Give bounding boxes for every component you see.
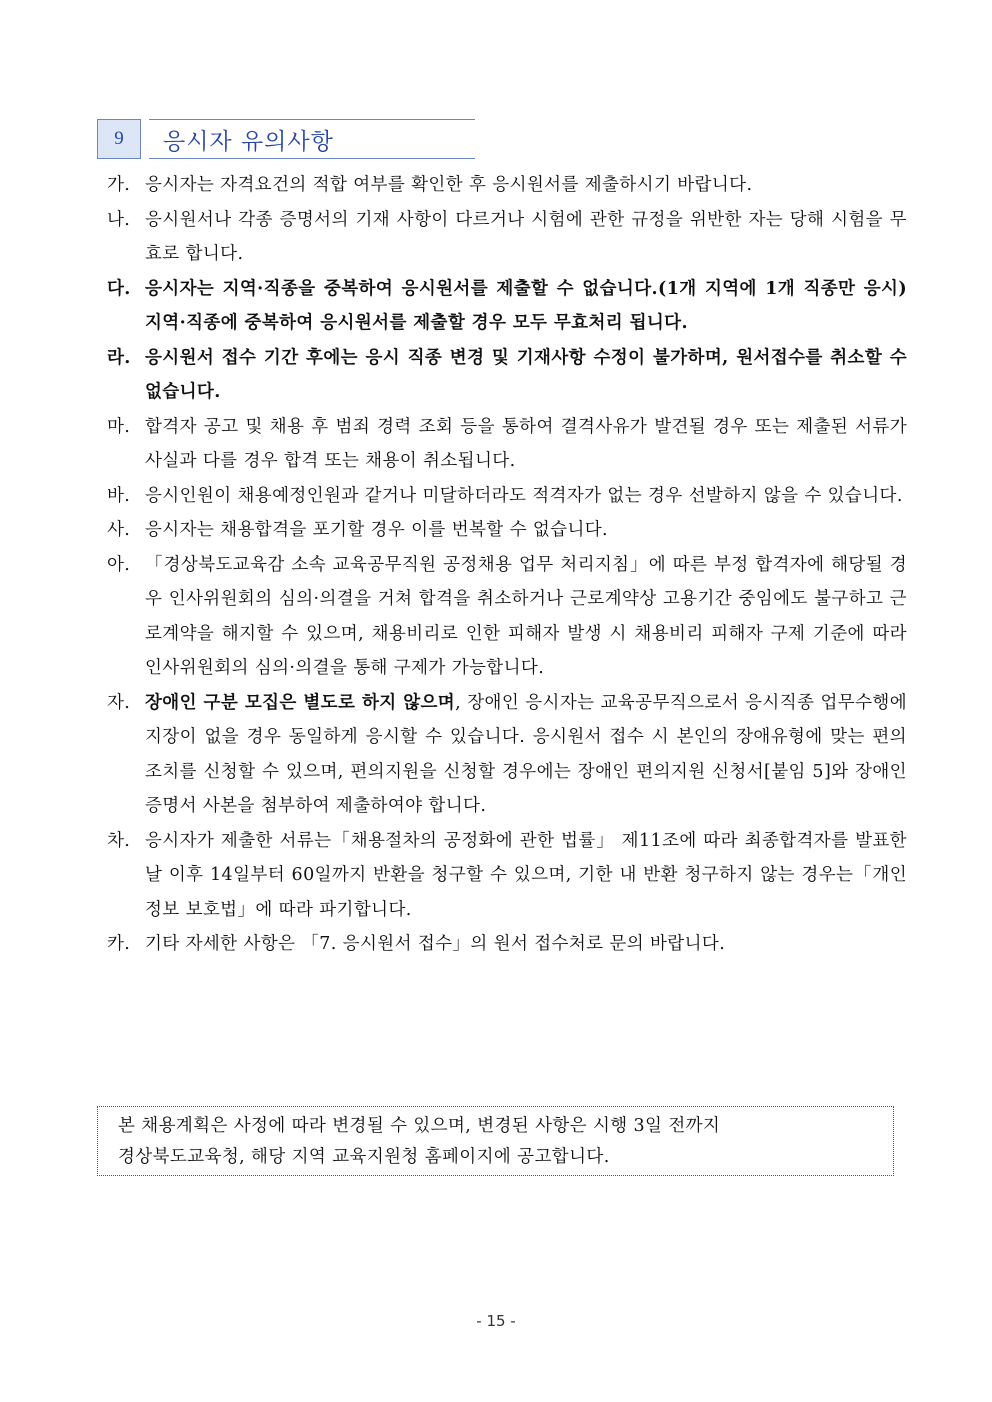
notice-box: [97, 1106, 894, 1176]
section-title-top-rule: [149, 119, 475, 120]
list-item-ga: [107, 168, 907, 203]
list-marker: 바.: [107, 485, 131, 506]
list-text: 응시원서 접수 기간 후에는 응시 직종 변경 및 기재사항 수정이 불가하며, 원서접수를 취소할 수 없습니다.: [145, 347, 907, 402]
list-item-a: [107, 548, 907, 686]
list-item-ja: [107, 686, 907, 824]
section-header: [97, 119, 477, 161]
list-marker: 마.: [107, 416, 131, 437]
page-number: - 15 -: [476, 1312, 516, 1330]
list-marker: 차.: [107, 830, 131, 851]
notice-line-1: 본 채용계획은 사정에 따라 변경될 수 있으며, 변경된 사항은 시행 3일 전까지: [118, 1116, 721, 1136]
list-item-na: [107, 203, 907, 272]
section-title: 응시자 유의사항: [163, 129, 334, 155]
section-title-bottom-rule: [149, 158, 475, 159]
list-text: 기타 자세한 사항은 「7. 응시원서 접수」의 원서 접수처로 문의 바랍니다.: [145, 934, 726, 954]
list-item-ka: [107, 927, 907, 962]
list-text: 합격자 공고 및 채용 후 범죄 경력 조회 등을 통하여 결격사유가 발견될 경우 또는 제출된 서류가 사실과 다를 경우 합격 또는 채용이 취소됩니다.: [145, 416, 907, 471]
list-text: [145, 686, 907, 824]
list-text: 응시원서나 각종 증명서의 기재 사항이 다르거나 시험에 관한 규정을 위반한 자는 당해 시험을 무효로 합니다.: [145, 209, 907, 264]
list-marker: 라.: [107, 347, 131, 368]
list-marker: 카.: [107, 934, 131, 954]
list-text: 「경상북도교육감 소속 교육공무직원 공정채용 업무 처리지침」에 따른 부정 합격자에 해당될 경우 인사위원회의 심의·의결을 거쳐 합격을 취소하거나 근로계약상 고용기간 중임에도 불구하고 근로계약을 해지할 수 있으며, 채용비리로 인한 피해자 발생 시 채용비리 피해자 구제 기준에 따라 인사위원회의 심의·의결을 통해 구제가 가능합니다.: [145, 554, 907, 678]
list-marker: 사.: [107, 520, 131, 540]
list-marker: 나.: [107, 209, 131, 230]
section-number: 9: [97, 119, 141, 159]
list-marker: 아.: [107, 554, 131, 575]
list-item-da: [107, 272, 907, 341]
notice-line-2: 경상북도교육청, 해당 지역 교육지원청 홈페이지에 공고합니다.: [118, 1147, 610, 1167]
list-text: 응시자는 채용합격을 포기할 경우 이를 번복할 수 없습니다.: [145, 520, 609, 540]
list-item-ra: [107, 341, 907, 410]
list-marker: 자.: [107, 692, 131, 713]
list-item-sa: [107, 513, 907, 548]
list-text: 응시자는 지역·직종을 중복하여 응시원서를 제출할 수 없습니다.(1개 지역에 1개 직종만 응시) 지역·직종에 중복하여 응시원서를 제출할 경우 모두 무효처리 됩니다.: [145, 278, 907, 333]
list-item-ba: [107, 479, 907, 514]
list-marker: 가.: [107, 175, 131, 195]
list-item-ma: [107, 410, 907, 479]
list-text-bold-lead: 장애인 구분 모집은 별도로 하지 않으며: [145, 692, 456, 713]
list-text: 응시인원이 채용예정인원과 같거나 미달하더라도 적격자가 없는 경우 선발하지 않을 수 있습니다.: [145, 485, 903, 506]
list-item-cha: [107, 824, 907, 928]
list-text-rest: , 장애인 응시자는 교육공무직으로서 응시직종 업무수행에 지장이 없을 경우 동일하게 응시할 수 있습니다. 응시원서 접수 시 본인의 장애유형에 맞는 편의 조치를 신청할 수 있으며, 편의지원을 신청할 경우에는 장애인 편의지원 신청서[붙임 5]와 장애인증명서 사본을 첨부하여 제출하여야 합니다.: [145, 692, 907, 816]
list-marker: 다.: [107, 278, 131, 299]
list-text: 응시자는 자격요건의 적합 여부를 확인한 후 응시원서를 제출하시기 바랍니다.: [145, 175, 753, 195]
notice-list: [107, 168, 907, 962]
list-text: 응시자가 제출한 서류는「채용절차의 공정화에 관한 법률」 제11조에 따라 최종합격자를 발표한 날 이후 14일부터 60일까지 반환을 청구할 수 있으며, 기한 내 반환 청구하지 않는 경우는「개인정보 보호법」에 따라 파기합니다.: [145, 830, 907, 920]
